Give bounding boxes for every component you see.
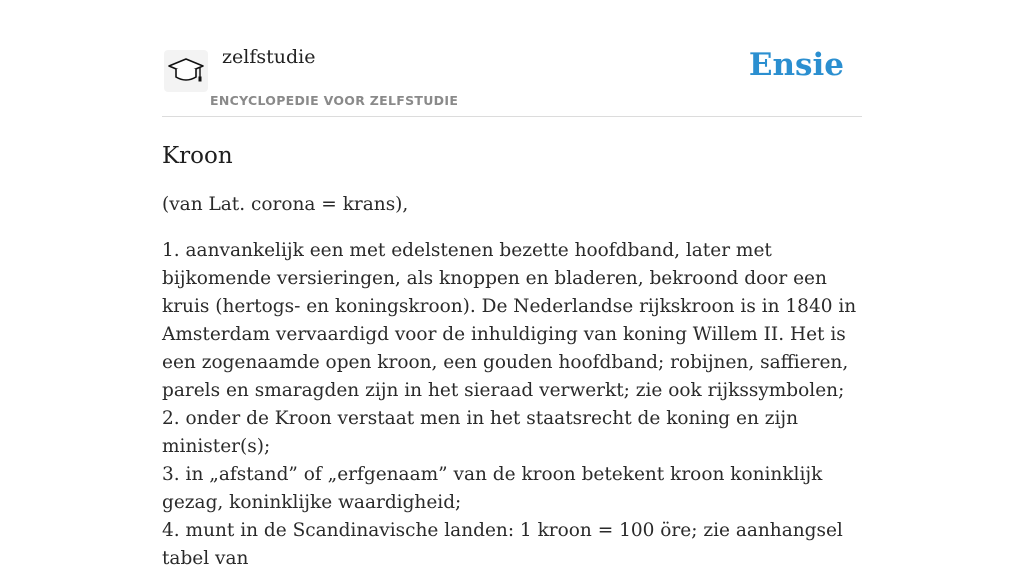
definition-item: 3. in „afstand” of „erfgenaam” van de kroon betekent kroon koninklijk gezag, koninklijke waardigheid; [162,464,823,513]
definition-item: 4. munt in de Scandinavische landen: 1 kroon = 100 öre; zie aanhangsel tabel van [162,520,843,569]
ensie-brand-link[interactable]: Ensie [748,47,844,83]
graduation-cap-icon [167,56,205,86]
definition-item: 2. onder de Kroon verstaat men in het staatsrecht de koning en zijn minister(s); [162,408,799,457]
site-tagline: ENCYCLOPEDIE VOOR ZELFSTUDIE [210,93,459,108]
site-name-link[interactable]: zelfstudie [222,46,316,68]
site-header [162,0,862,117]
page-container [162,0,862,573]
definition-item: 1. aanvankelijk een met edelstenen bezette hoofdband, later met bijkomende versieringen, als knoppen en bladeren, bekroond door een kruis (hertogs- en koningskroon). De Nederlandse rijkskroon is in 1840 in Amsterdam vervaardigd voor de inhuldiging van koning Willem II. Het is een zogenaamde open kroon, een gouden hoofdband; robijnen, saffieren, parels en smaragden zijn in het sieraad verwerkt; zie ook rijkssymbolen; [162,240,857,401]
article-title: Kroon [162,143,233,169]
site-logo[interactable] [164,50,208,92]
article-definition [162,237,862,573]
article-etymology: (van Lat. corona = krans), [162,194,409,215]
